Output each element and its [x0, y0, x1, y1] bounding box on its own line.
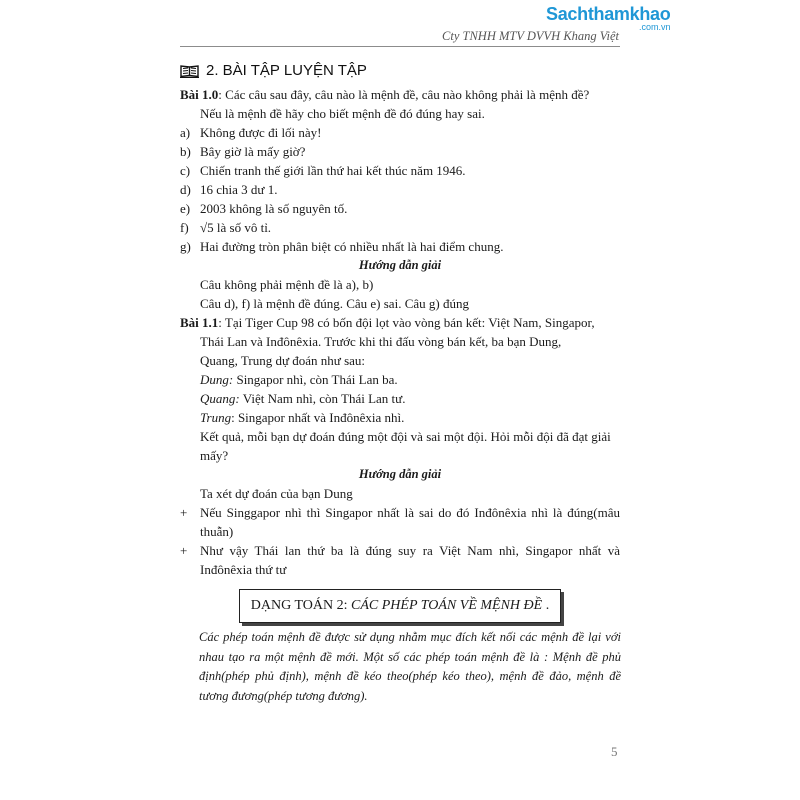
item-text: 2003 không là số nguyên tố. [200, 201, 348, 216]
list-item [180, 180, 620, 199]
item-label: a) [180, 125, 191, 140]
section-title-text: 2. BÀI TẬP LUYỆN TẬP [206, 62, 367, 79]
exercise-content [180, 85, 620, 579]
open-book-icon [180, 64, 199, 78]
list-item [180, 237, 620, 256]
ex11-question-line3: Quang, Trung dự đoán như sau: [200, 353, 366, 368]
item-label: b) [180, 144, 191, 159]
ex11-question-line1: : Tại Tiger Cup 98 có bốn đội lọt vào vòng bán kết: Việt Nam, Singapor, [218, 315, 595, 330]
prediction-line [180, 408, 620, 427]
list-item [180, 199, 620, 218]
solution-intro: Ta xét dự đoán của bạn Dung [200, 486, 353, 501]
bullet-item [180, 503, 620, 541]
dang-toan-heading-box [239, 589, 561, 623]
ex10-question-line1: : Các câu sau đây, câu nào là mệnh đề, câu nào không phải là mệnh đề? [218, 87, 590, 102]
ex10-question [180, 85, 620, 104]
item-label: f) [180, 220, 189, 235]
answer-line: Câu d), f) là mệnh đề đúng. Câu e) sai. Câu g) đúng [200, 296, 469, 311]
item-text-rest: là số vô tỉ. [216, 220, 272, 235]
sqrt5-math: √5 [200, 220, 214, 235]
list-item [180, 218, 620, 237]
prediction-name: Dung: [200, 372, 234, 387]
dang-toan-suffix: . [542, 598, 550, 613]
ex11-label: Bài 1.1 [180, 315, 219, 330]
list-item [180, 142, 620, 161]
prediction-name: Quang: [200, 391, 240, 406]
item-label: c) [180, 163, 191, 178]
item-text: Hai đường tròn phân biệt có nhiều nhất là hai điểm chung. [200, 239, 504, 254]
item-label: d) [180, 182, 191, 197]
prediction-line [180, 370, 620, 389]
dang-toan-prefix: DẠNG TOÁN 2: [250, 598, 351, 613]
prediction-text: Singapor nhì, còn Thái Lan ba. [233, 372, 398, 387]
dang-toan-title: CÁC PHÉP TOÁN VỀ MỆNH ĐỀ [351, 598, 543, 613]
bullet-symbol: + [180, 505, 188, 520]
item-text [200, 218, 620, 237]
ex10-question-line2: Nếu là mệnh đề hãy cho biết mệnh đề đó đúng hay sai. [200, 106, 485, 121]
prediction-text: : Singapor nhất và Inđônêxia nhì. [231, 410, 405, 425]
ex11-question [180, 313, 620, 332]
answer-line: Câu không phải mệnh đề là a), b) [200, 277, 374, 292]
header-divider [180, 46, 620, 47]
bullet-item [180, 541, 620, 579]
guide-title: Hướng dẫn giải [358, 258, 442, 272]
list-item [180, 161, 620, 180]
logo-main-text: Sachthamkhao [546, 4, 671, 24]
site-logo [546, 4, 670, 32]
item-text: Không được đi lối này! [200, 125, 322, 140]
ex10-label: Bài 1.0 [180, 87, 219, 102]
ex11-result: Kết quả, mỗi bạn dự đoán đúng một đội và sai một đội. Hỏi mỗi đội đã đạt giải mấy? [200, 429, 611, 463]
ex11-question-line2: Thái Lan và Inđônêxia. Trước khi thi đấu vòng bán kết, ba bạn Dung, [200, 334, 562, 349]
item-text: Bây giờ là mấy giờ? [200, 144, 306, 159]
bullet-text: Nếu Singgapor nhì thì Singapor nhất là sai do đó Inđônêxia nhì là đúng(mâu thuẫn) [200, 505, 620, 539]
logo-sub-text: .com.vn [638, 22, 671, 32]
bullet-text: Như vậy Thái lan thứ ba là đúng suy ra Việt Nam nhì, Singapor nhất và Inđônêxia thứ tư [200, 543, 620, 577]
section-title [180, 62, 367, 79]
company-name: Cty TNHH MTV DVVH Khang Việt [442, 29, 619, 43]
bullet-symbol: + [180, 543, 188, 558]
list-item [180, 123, 620, 142]
prediction-text: Việt Nam nhì, còn Thái Lan tư. [239, 391, 406, 406]
item-text: 16 chia 3 dư 1. [200, 182, 278, 197]
prediction-line [180, 389, 620, 408]
page-number: 5 [611, 744, 618, 759]
guide-title: Hướng dẫn giải [358, 467, 442, 481]
prediction-name: Trung [200, 410, 232, 425]
item-label: g) [180, 239, 191, 254]
intro-paragraph: Các phép toán mệnh đề được sử dụng nhằm mục đích kết nối các mệnh đề lại với nhau tạo ra một mệnh đề mới. Một số các phép toán mệnh đề là : Mệnh đề phủ định(phép phủ định), mệnh đề kéo theo(phép kéo theo), mệnh đề đảo, mệnh đề tương đương(phép tương đương). [199, 630, 621, 703]
item-label: e) [180, 201, 191, 216]
item-text: Chiến tranh thế giới lần thứ hai kết thúc năm 1946. [200, 163, 466, 178]
